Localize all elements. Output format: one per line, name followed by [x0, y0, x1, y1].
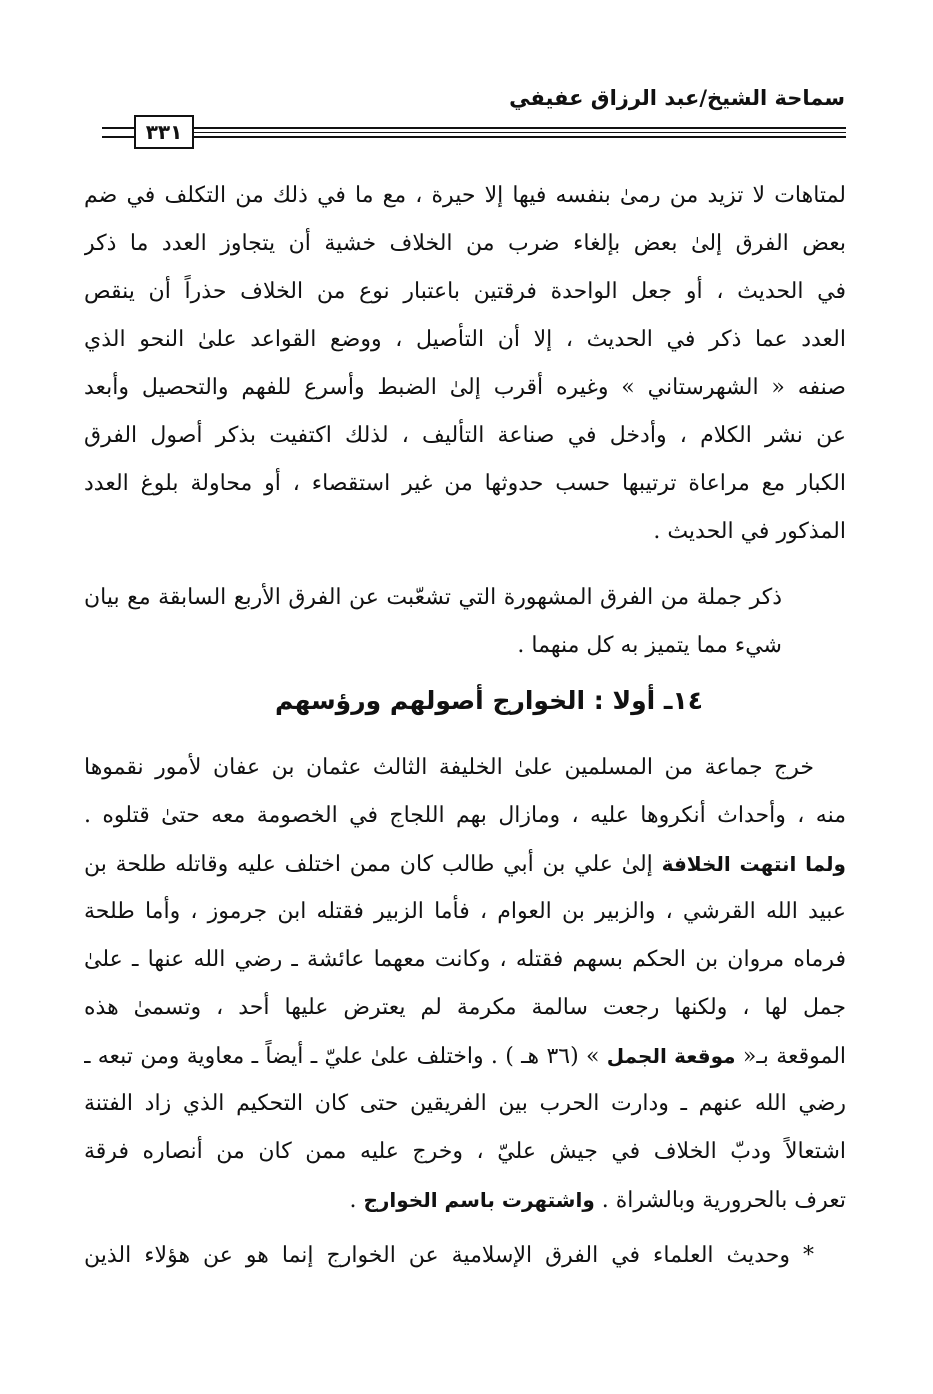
text-line	[84, 888, 846, 936]
text-span: عبيد الله القرشي ، والزبير بن العوام ، فأما الزبير فقتله ابن جرموز ، وأما طلحة	[84, 899, 846, 924]
text-span: الموقعة بـ«	[735, 1044, 846, 1069]
text-line: شيء مما يتميز به كل منهما .	[517, 633, 782, 658]
text-span: * وحديث العلماء في الفرق الإسلامية عن الخوارج إنما هو عن هؤلاء الذين	[84, 1243, 814, 1268]
paragraph-2	[84, 574, 814, 670]
section-heading: ١٤ـ أولا : الخوارج أصولهم ورؤسهم	[274, 686, 703, 715]
text-line: المذكور في الحديث .	[653, 519, 846, 544]
page-number: ٣٣١	[134, 115, 194, 149]
text-line: في الحديث ، أو جعل الواحدة فرقتين باعتبار نوع من الخلاف حذراً أن ينقص	[84, 279, 846, 304]
text-line: بعض الفرق إلىٰ بعض بإلغاء ضرب من الخلاف خشية أن يتجاوز العدد ما ذكر	[84, 231, 846, 256]
header-rule-left	[102, 127, 134, 138]
text-span: منه ، وأحداث أنكروها عليه ، ومازال بهم اللجاج في الخصومة معه حتىٰ قتلوه .	[84, 803, 846, 828]
text-line	[84, 984, 846, 1032]
bold-phrase: موقعة الجمل	[606, 1044, 736, 1068]
text-span: .	[349, 1188, 364, 1213]
text-line	[84, 1128, 846, 1176]
text-span: جمل لها ، ولكنها رجعت سالمة مكرمة لم يعترض عليها أحد ، وتسمىٰ هذه	[84, 995, 846, 1020]
text-line: الكبار مع مراعاة ترتيبها حسب حدوثها من غير استقصاء ، أو محاولة بلوغ العدد	[84, 471, 846, 496]
text-line	[84, 1032, 846, 1080]
paragraph-3	[84, 744, 846, 1224]
text-span: اشتعالاً ودبّ الخلاف في جيش عليّ ، وخرج عليه ممن كان من أنصاره فرقة	[84, 1139, 846, 1164]
text-span: رضي الله عنهم ـ ودارت الحرب بين الفريقين حتى كان التحكيم الذي زاد الفتنة	[84, 1091, 846, 1116]
header-rule	[194, 127, 846, 138]
text-line: العدد عما ذكر في الحديث ، إلا أن التأصيل ، ووضع القواعد علىٰ النحو الذي	[84, 327, 846, 352]
paragraph-4	[84, 1232, 846, 1280]
text-line: ذكر جملة من الفرق المشهورة التي تشعّبت عن الفرق الأربع السابقة مع بيان	[84, 585, 782, 610]
text-span: » (٣٦ هـ ) . واختلف علىٰ عليّ ـ أيضاً ـ معاوية ومن تبعه ـ	[84, 1044, 607, 1069]
text-line	[84, 792, 846, 840]
paragraph-1	[84, 172, 846, 556]
running-header-title: سماحة الشيخ/عبد الرزاق عفيفي	[509, 86, 845, 110]
text-span: إلىٰ علي بن أبي طالب كان ممن اختلف عليه وقاتله طلحة بن	[84, 852, 662, 877]
text-line	[84, 1176, 846, 1224]
text-line	[84, 1232, 846, 1280]
bold-phrase: واشتهرت باسم الخوارج	[363, 1188, 595, 1212]
text-line	[84, 744, 846, 792]
text-line	[84, 840, 846, 888]
text-line: لمتاهات لا تزيد من رمىٰ بنفسه فيها إلا حيرة ، مع ما في ذلك من التكلف في ضم	[84, 183, 846, 208]
text-span: خرج جماعة من المسلمين علىٰ الخليفة الثالث عثمان بن عفان لأمور نقموها	[84, 755, 814, 780]
text-line: عن نشر الكلام ، وأدخل في صناعة التأليف ، لذلك اكتفيت بذكر أصول الفرق	[84, 423, 846, 448]
text-span: تعرف بالحرورية وبالشراة .	[594, 1188, 846, 1213]
text-span: فرماه مروان بن الحكم بسهم فقتله ، وكانت معهما عائشة ـ رضي الله عنها ـ علىٰ	[84, 947, 846, 972]
text-line: صنفه « الشهرستاني » وغيره أقرب إلىٰ الضبط وأسرع للفهم والتحصيل وأبعد	[84, 375, 846, 400]
text-line	[84, 936, 846, 984]
text-line	[84, 1080, 846, 1128]
bold-phrase: ولما انتهت الخلافة	[661, 852, 846, 876]
